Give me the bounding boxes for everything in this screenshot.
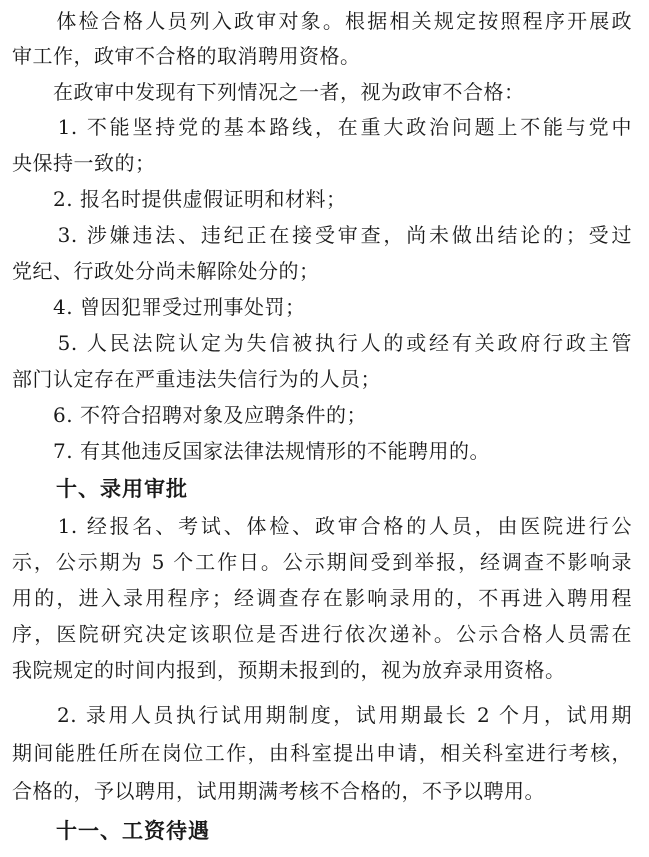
text-line: 审工作，政审不合格的取消聘用资格。 (12, 44, 361, 68)
section-heading: 十、录用审批 (12, 477, 188, 501)
text-line: 2. 报名时提供虚假证明和材料； (12, 187, 347, 211)
text-line: 2. 录用人员执行试用期制度，试用期最长 2 个月，试用期 (12, 703, 632, 727)
text-line: 合格的，予以聘用，试用期满考核不合格的，不予以聘用。 (12, 779, 545, 803)
text-line: 央保持一致的； (12, 151, 156, 175)
section-heading: 十一、工资待遇 (12, 819, 210, 843)
text-line: 4. 曾因犯罪受过刑事处罚； (12, 295, 306, 319)
text-line: 5. 人民法院认定为失信被执行人的或经有关政府行政主管 (12, 331, 632, 355)
text-line: 1. 不能坚持党的基本路线，在重大政治问题上不能与党中 (12, 115, 632, 139)
text-line: 在政审中发现有下列情况之一者，视为政审不合格： (12, 80, 525, 104)
text-line: 1. 经报名、考试、体检、政审合格的人员，由医院进行公 (12, 514, 632, 538)
text-line: 体检合格人员列入政审对象。根据相关规定按照程序开展政 (12, 9, 632, 33)
text-line: 我院规定的时间内报到，预期未报到的，视为放弃录用资格。 (12, 658, 566, 682)
text-line: 序，医院研究决定该职位是否进行依次递补。公示合格人员需在 (12, 622, 632, 646)
text-line: 6. 不符合招聘对象及应聘条件的； (12, 403, 367, 427)
text-line: 3. 涉嫌违法、违纪正在接受审查，尚未做出结论的；受过 (12, 223, 632, 247)
text-line: 7. 有其他违反国家法律法规情形的不能聘用的。 (12, 439, 490, 463)
text-line: 党纪、行政处分尚未解除处分的； (12, 259, 320, 283)
text-line: 示，公示期为 5 个工作日。公示期间受到举报，经调查不影响录 (12, 550, 632, 574)
text-line: 用的，进入录用程序；经调查存在影响录用的，不再进入聘用程 (12, 586, 632, 610)
text-line: 部门认定存在严重违法失信行为的人员； (12, 367, 381, 391)
text-line: 期间能胜任所在岗位工作，由科室提出申请，相关科室进行考核， (12, 741, 632, 765)
